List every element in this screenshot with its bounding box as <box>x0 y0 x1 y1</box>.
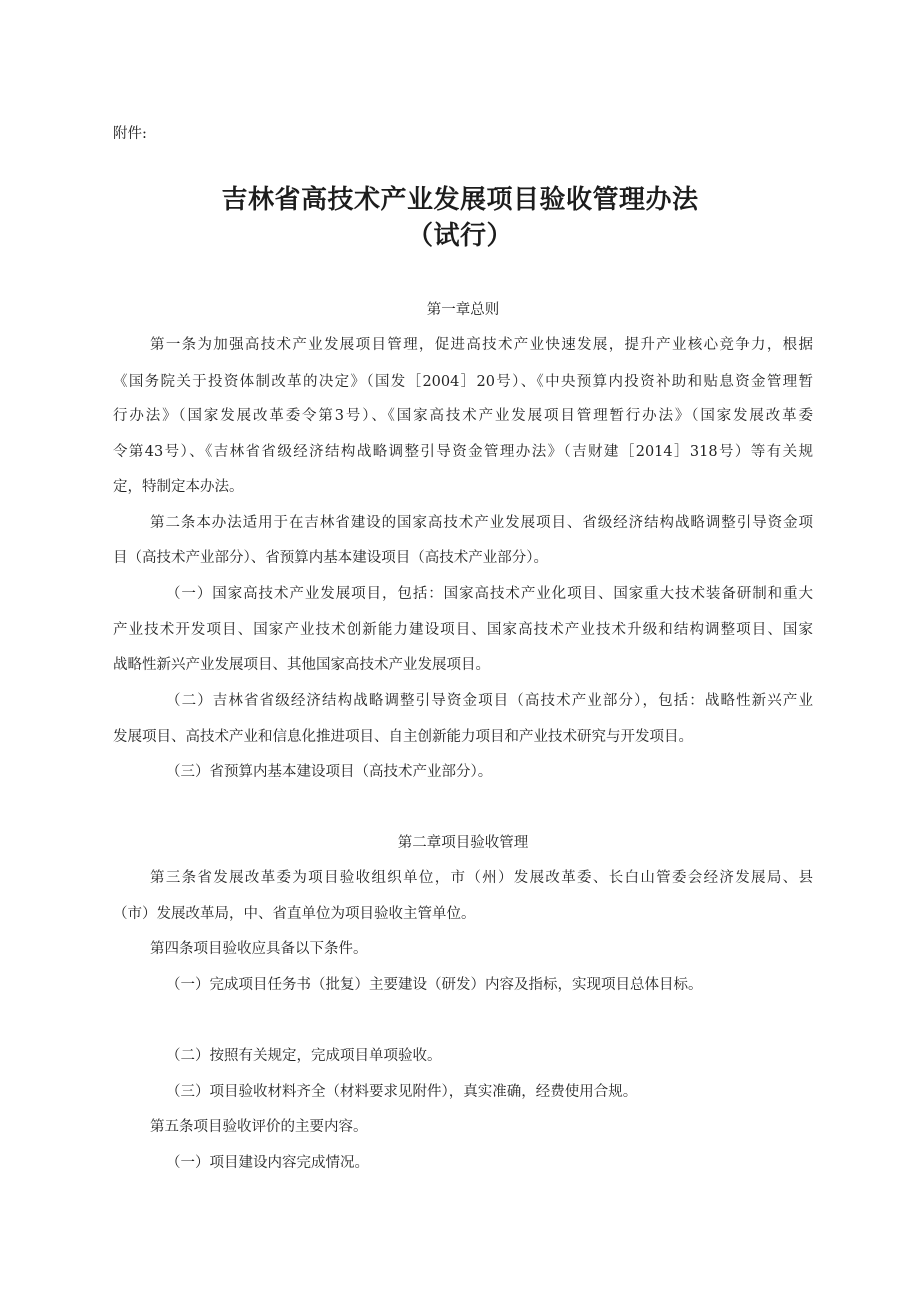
article-1-line: 令第43号）、《吉林省省级经济结构战略调整引导资金管理办法》（吉财建［2014］318号）等有关规 <box>113 444 813 460</box>
article-2-item-2-line: （二）吉林省省级经济结构战略调整引导资金项目（高技术产业部分），包括：战略性新兴产业 <box>166 693 813 709</box>
article-4: 第四条项目验收应具备以下条件。 <box>150 941 368 957</box>
article-3-line: 第三条省发展改革委为项目验收组织单位，市（州）发展改革委、长白山管委会经济发展局、县 <box>150 870 813 886</box>
article-2-item-1-line: 产业技术开发项目、国家产业技术创新能力建设项目、国家高技术产业技术升级和结构调整项目、国家 <box>113 622 813 638</box>
article-2-line: 目（高技术产业部分）、省预算内基本建设项目（高技术产业部分）。 <box>113 550 548 566</box>
document-title: 吉林省高技术产业发展项目验收管理办法 <box>221 185 699 215</box>
attachment-label: 附件: <box>113 126 147 142</box>
article-1-line: 《国务院关于投资体制改革的决定》（国发［2004］20号）、《中央预算内投资补助和贴息资金管理暂 <box>113 374 813 390</box>
chapter-heading: 第一章总则 <box>426 302 500 318</box>
article-2-item-3: （三）省预算内基本建设项目（高技术产业部分）。 <box>166 764 493 780</box>
article-2-line: 第二条本办法适用于在吉林省建设的国家高技术产业发展项目、省级经济结构战略调整引导资金项 <box>150 515 813 531</box>
article-3-line: （市）发展改革局，中、省直单位为项目验收主管单位。 <box>113 906 476 922</box>
article-4-item-1: （一）完成项目任务书（批复）主要建设（研发）内容及指标，实现项目总体目标。 <box>166 977 703 993</box>
article-4-item-2: （二）按照有关规定，完成项目单项验收。 <box>166 1048 442 1064</box>
document-subtitle: （试行） <box>406 221 513 251</box>
article-2-item-2-line: 发展项目、高技术产业和信息化推进项目、自主创新能力项目和产业技术研究与开发项目。 <box>113 729 693 745</box>
article-2-item-1-line: （一）国家高技术产业发展项目，包括：国家高技术产业化项目、国家重大技术装备研制和重大 <box>166 586 813 602</box>
article-1-line: 行办法》（国家发展改革委令第3号）、《国家高技术产业发展项目管理暂行办法》（国家发展改革委 <box>113 408 813 424</box>
article-1-line: 第一条为加强高技术产业发展项目管理，促进高技术产业快速发展，提升产业核心竞争力，根据 <box>150 337 813 353</box>
chapter-heading: 第二章项目验收管理 <box>397 835 529 851</box>
article-5-item-1: （一）项目建设内容完成情况。 <box>166 1155 369 1171</box>
article-1-line: 定，特制定本办法。 <box>113 479 244 495</box>
article-5: 第五条项目验收评价的主要内容。 <box>150 1119 368 1135</box>
article-4-item-3: （三）项目验收材料齐全（材料要求见附件），真实准确，经费使用合规。 <box>166 1084 638 1100</box>
article-2-item-1-line: 战略性新兴产业发展项目、其他国家高技术产业发展项目。 <box>113 657 490 673</box>
